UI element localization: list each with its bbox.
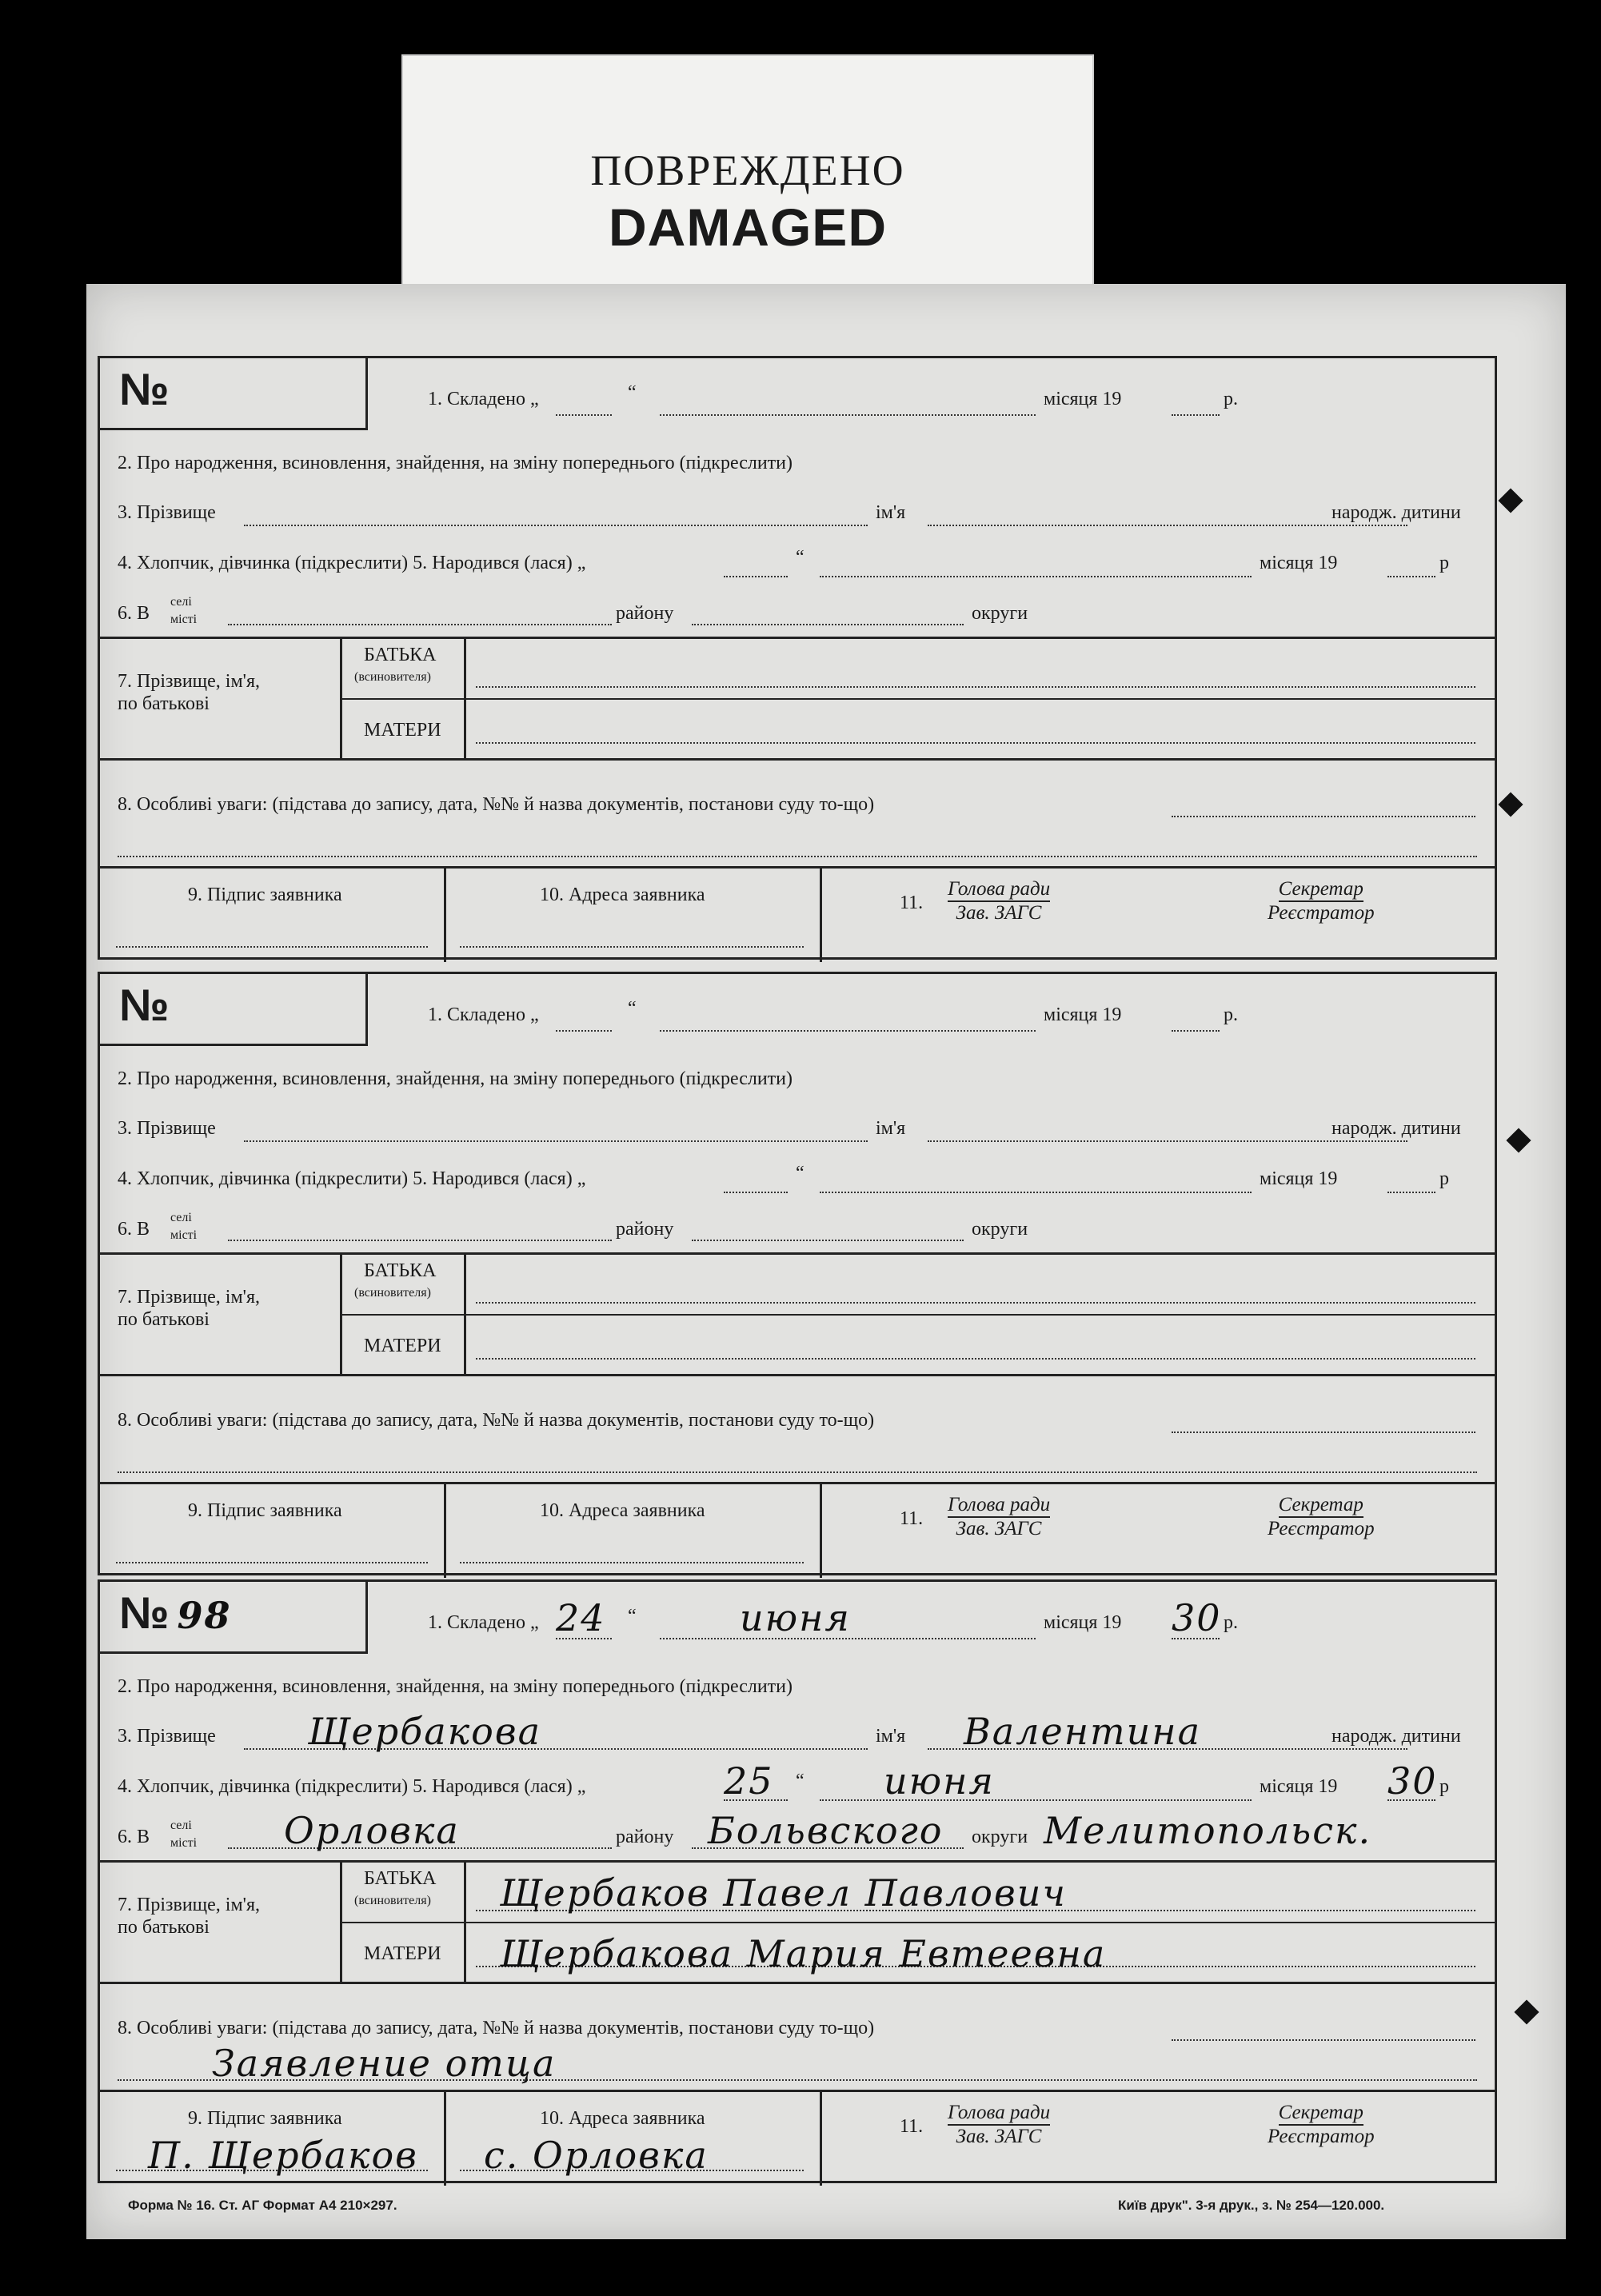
about-label: 2. Про народження, всиновлення, знайдення, на зміну попереднього (підкреслити) <box>118 1676 793 1697</box>
adopter-label: (всиновителя) <box>354 1894 431 1907</box>
r-label: р. <box>1224 389 1238 409</box>
sig-divider-1 <box>444 1484 446 1578</box>
district-label: району <box>616 1219 674 1240</box>
name-label: ім'я <box>876 502 906 523</box>
village-label: селі <box>170 595 192 609</box>
parents-bottom-rule <box>100 1374 1495 1376</box>
father-label: БАТЬКА <box>364 1868 437 1889</box>
birth-month-field[interactable] <box>820 1192 1252 1193</box>
birth-month-label: місяця 19 <box>1260 1776 1338 1797</box>
birth-year-field[interactable] <box>1387 1192 1435 1193</box>
birth-r-label: р <box>1439 553 1449 573</box>
r-label: р. <box>1224 1612 1238 1633</box>
notes-label: 8. Особливі уваги: (підстава до запису, дата, №№ й назва документів, постанови суду то-що) <box>118 794 875 815</box>
district-label: району <box>616 1827 674 1847</box>
surname-label: 3. Прізвище <box>118 1726 216 1747</box>
compiled-label: 1. Складено „ <box>428 1612 539 1633</box>
address-applicant-field[interactable] <box>460 1562 804 1563</box>
name-field[interactable] <box>928 1140 1407 1142</box>
compiled-label: 1. Складено „ <box>428 1004 539 1025</box>
damaged-label-card <box>401 54 1094 297</box>
child-label: народж. дитини <box>1332 1118 1461 1139</box>
secretary-label: Секретар <box>1279 878 1363 902</box>
parents-label: 7. Прізвище, ім'я, по батькові <box>118 1287 261 1330</box>
notes-bottom-rule <box>100 2090 1495 2092</box>
head-label: Голова ради <box>948 1494 1050 1518</box>
address-applicant-label: 10. Адреса заявника <box>540 1500 705 1521</box>
edge-mark <box>1506 1128 1531 1152</box>
head-title <box>948 2102 1050 2148</box>
registrar-label: Реєстратор <box>1268 902 1375 924</box>
record-number-box <box>100 358 368 430</box>
month-name-field[interactable] <box>660 414 1036 416</box>
parents-mid-rule <box>340 1314 1495 1316</box>
mother-value: Щербакова Мария Евтеевна <box>500 1932 1107 1975</box>
sign-applicant-label: 9. Підпис заявника <box>188 884 342 905</box>
compiled-day: 24 <box>556 1596 606 1639</box>
father-label: БАТЬКА <box>364 1260 437 1281</box>
compiled-month: июня <box>740 1596 851 1639</box>
district-label: району <box>616 603 674 624</box>
birth-open-quote: “ <box>796 1163 804 1184</box>
compiled-year: 30 <box>1172 1596 1222 1639</box>
head-title <box>948 1494 1050 1540</box>
applicant-signature: П. Щербаков <box>148 2134 418 2177</box>
sign-applicant-field[interactable] <box>116 946 428 948</box>
applicant-address: с. Орловка <box>484 2134 709 2177</box>
damaged-label-ru: ПОВРЕЖДЕНО <box>590 146 905 194</box>
year-field[interactable] <box>1172 1030 1220 1032</box>
notes-field-2[interactable] <box>118 856 1477 857</box>
village-value: Орловка <box>284 1809 460 1852</box>
notes-field-1[interactable] <box>1172 1432 1475 1433</box>
village-label: селі <box>170 1819 192 1832</box>
birth-open-quote: “ <box>796 1771 804 1791</box>
surname-label: 3. Прізвище <box>118 1118 216 1139</box>
secretary-label: Секретар <box>1279 1494 1363 1518</box>
open-quote: “ <box>628 382 637 403</box>
birth-day-field[interactable] <box>724 1192 788 1193</box>
district-field[interactable] <box>692 624 964 625</box>
registrar-label: Реєстратор <box>1268 1518 1375 1539</box>
sign-applicant-field[interactable] <box>116 1562 428 1563</box>
birth-month-field[interactable] <box>820 576 1252 577</box>
place-field[interactable] <box>228 1240 612 1241</box>
birth-year-field[interactable] <box>1387 576 1435 577</box>
secretary-title <box>1268 878 1375 924</box>
sig-divider-2 <box>820 868 822 962</box>
number-sign: № <box>119 1587 170 1638</box>
in-label: 6. В <box>118 603 150 624</box>
city-label: місті <box>170 1836 198 1850</box>
secretary-title <box>1268 1494 1375 1540</box>
head-label: Голова ради <box>948 2102 1050 2126</box>
surname-field[interactable] <box>244 1140 868 1142</box>
row6-rule <box>100 1860 1495 1863</box>
mother-label: МАТЕРИ <box>364 1336 441 1356</box>
surname-field[interactable] <box>244 525 868 526</box>
year-field[interactable] <box>1172 414 1220 416</box>
address-applicant-label: 10. Адреса заявника <box>540 884 705 905</box>
notes-label: 8. Особливі уваги: (підстава до запису, дата, №№ й назва документів, постанови суду то-що) <box>118 1410 875 1431</box>
edge-mark <box>1498 792 1523 817</box>
month-label: місяця 19 <box>1044 389 1122 409</box>
surname-value: Щербакова <box>308 1710 542 1753</box>
adopter-label: (всиновителя) <box>354 1286 431 1300</box>
name-value: Валентина <box>964 1710 1202 1753</box>
footer-left: Форма № 16. Ст. АГ Формат А4 210×297. <box>128 2198 397 2213</box>
notes-bottom-rule <box>100 866 1495 868</box>
child-label: народж. дитини <box>1332 502 1461 523</box>
district-value: Больвского <box>708 1809 944 1852</box>
father-value: Щербаков Павел Павлович <box>500 1871 1067 1915</box>
name-label: ім'я <box>876 1118 906 1139</box>
sex-label: 4. Хлопчик, дівчинка (підкреслити) 5. Народився (лася) „ <box>118 1776 586 1797</box>
row6-rule <box>100 637 1495 639</box>
n11-label: 11. <box>900 2116 924 2137</box>
okrug-label: округи <box>972 1219 1028 1240</box>
father-field[interactable] <box>476 686 1475 688</box>
city-label: місті <box>170 1228 198 1242</box>
notes-label: 8. Особливі уваги: (підстава до запису, дата, №№ й назва документів, постанови суду то-що) <box>118 2018 875 2038</box>
record-block-3 <box>98 1579 1497 2183</box>
notes-bottom-rule <box>100 1482 1495 1484</box>
zags-label: Зав. ЗАГС <box>956 1518 1042 1539</box>
district-field[interactable] <box>692 1240 964 1241</box>
in-label: 6. В <box>118 1827 150 1847</box>
father-label: БАТЬКА <box>364 645 437 665</box>
number-sign: № <box>119 364 170 414</box>
number-sign: № <box>119 980 170 1030</box>
head-label: Голова ради <box>948 878 1050 902</box>
secretary-label: Секретар <box>1279 2102 1363 2126</box>
adopter-label: (всиновителя) <box>354 670 431 684</box>
mother-field[interactable] <box>476 742 1475 744</box>
registrar-label: Реєстратор <box>1268 2126 1375 2147</box>
birth-month-value: июня <box>884 1759 995 1803</box>
mother-label: МАТЕРИ <box>364 720 441 741</box>
notes-field-2[interactable] <box>118 1471 1477 1473</box>
about-label: 2. Про народження, всиновлення, знайдення, на зміну попереднього (підкреслити) <box>118 1068 793 1089</box>
birth-year-value: 30 <box>1387 1759 1438 1803</box>
mother-label: МАТЕРИ <box>364 1943 441 1964</box>
name-label: ім'я <box>876 1726 906 1747</box>
child-label: народж. дитини <box>1332 1726 1461 1747</box>
notes-value: Заявление отца <box>212 2042 557 2085</box>
record-block-2 <box>98 972 1497 1575</box>
compiled-label: 1. Складено „ <box>428 389 539 409</box>
birth-r-label: р <box>1439 1776 1449 1797</box>
sex-label: 4. Хлопчик, дівчинка (підкреслити) 5. Народився (лася) „ <box>118 1168 586 1189</box>
day-field[interactable] <box>556 1030 612 1032</box>
zags-label: Зав. ЗАГС <box>956 2126 1042 2147</box>
sig-divider-2 <box>820 2092 822 2186</box>
sign-applicant-label: 9. Підпис заявника <box>188 2108 342 2129</box>
birth-day-value: 25 <box>724 1759 774 1803</box>
damaged-label-en: DAMAGED <box>609 198 887 257</box>
notes-field-1[interactable] <box>1172 816 1475 817</box>
parents-mid-rule <box>340 698 1495 700</box>
head-title <box>948 878 1050 924</box>
birth-month-label: місяця 19 <box>1260 553 1338 573</box>
birth-month-label: місяця 19 <box>1260 1168 1338 1189</box>
father-field[interactable] <box>476 1302 1475 1304</box>
village-label: селі <box>170 1211 192 1224</box>
parents-label: 7. Прізвище, ім'я, по батькові <box>118 1895 261 1938</box>
r-label: р. <box>1224 1004 1238 1025</box>
month-label: місяця 19 <box>1044 1004 1122 1025</box>
record-block-1 <box>98 356 1497 960</box>
sig-divider-1 <box>444 2092 446 2186</box>
parents-bottom-rule <box>100 758 1495 761</box>
row6-rule <box>100 1252 1495 1255</box>
month-name-field[interactable] <box>660 1030 1036 1032</box>
form-sheet <box>86 284 1566 2239</box>
day-field[interactable] <box>556 414 612 416</box>
okrug-value: Мелитопольск. <box>1044 1809 1372 1852</box>
about-label: 2. Про народження, всиновлення, знайдення, на зміну попереднього (підкреслити) <box>118 453 793 473</box>
n11-label: 11. <box>900 892 924 913</box>
open-quote: “ <box>628 1606 637 1627</box>
open-quote: “ <box>628 998 637 1019</box>
zags-label: Зав. ЗАГС <box>956 902 1042 924</box>
address-applicant-label: 10. Адреса заявника <box>540 2108 705 2129</box>
parents-bottom-rule <box>100 1982 1495 1984</box>
sex-label: 4. Хлопчик, дівчинка (підкреслити) 5. Народився (лася) „ <box>118 553 586 573</box>
surname-label: 3. Прізвище <box>118 502 216 523</box>
place-field[interactable] <box>228 624 612 625</box>
sig-divider-1 <box>444 868 446 962</box>
okrug-label: округи <box>972 1827 1028 1847</box>
record-number-box <box>100 1582 368 1654</box>
birth-r-label: р <box>1439 1168 1449 1189</box>
city-label: місті <box>170 613 198 626</box>
parents-mid-rule <box>340 1922 1495 1923</box>
mother-field[interactable] <box>476 1358 1475 1360</box>
okrug-label: округи <box>972 603 1028 624</box>
birth-day-field[interactable] <box>724 576 788 577</box>
secretary-title <box>1268 2102 1375 2148</box>
edge-mark <box>1514 1999 1539 2024</box>
edge-mark <box>1498 488 1523 513</box>
in-label: 6. В <box>118 1219 150 1240</box>
name-field[interactable] <box>928 525 1407 526</box>
sign-applicant-label: 9. Підпис заявника <box>188 1500 342 1521</box>
notes-field-1[interactable] <box>1172 2039 1475 2041</box>
n11-label: 11. <box>900 1508 924 1529</box>
record-number-box <box>100 974 368 1046</box>
parents-label: 7. Прізвище, ім'я, по батькові <box>118 671 261 714</box>
sig-divider-2 <box>820 1484 822 1578</box>
address-applicant-field[interactable] <box>460 946 804 948</box>
footer-right: Київ друк". 3-я друк., з. № 254—120.000. <box>1118 2198 1385 2213</box>
birth-open-quote: “ <box>796 547 804 568</box>
record-number-value: 98 <box>177 1594 232 1637</box>
month-label: місяця 19 <box>1044 1612 1122 1633</box>
